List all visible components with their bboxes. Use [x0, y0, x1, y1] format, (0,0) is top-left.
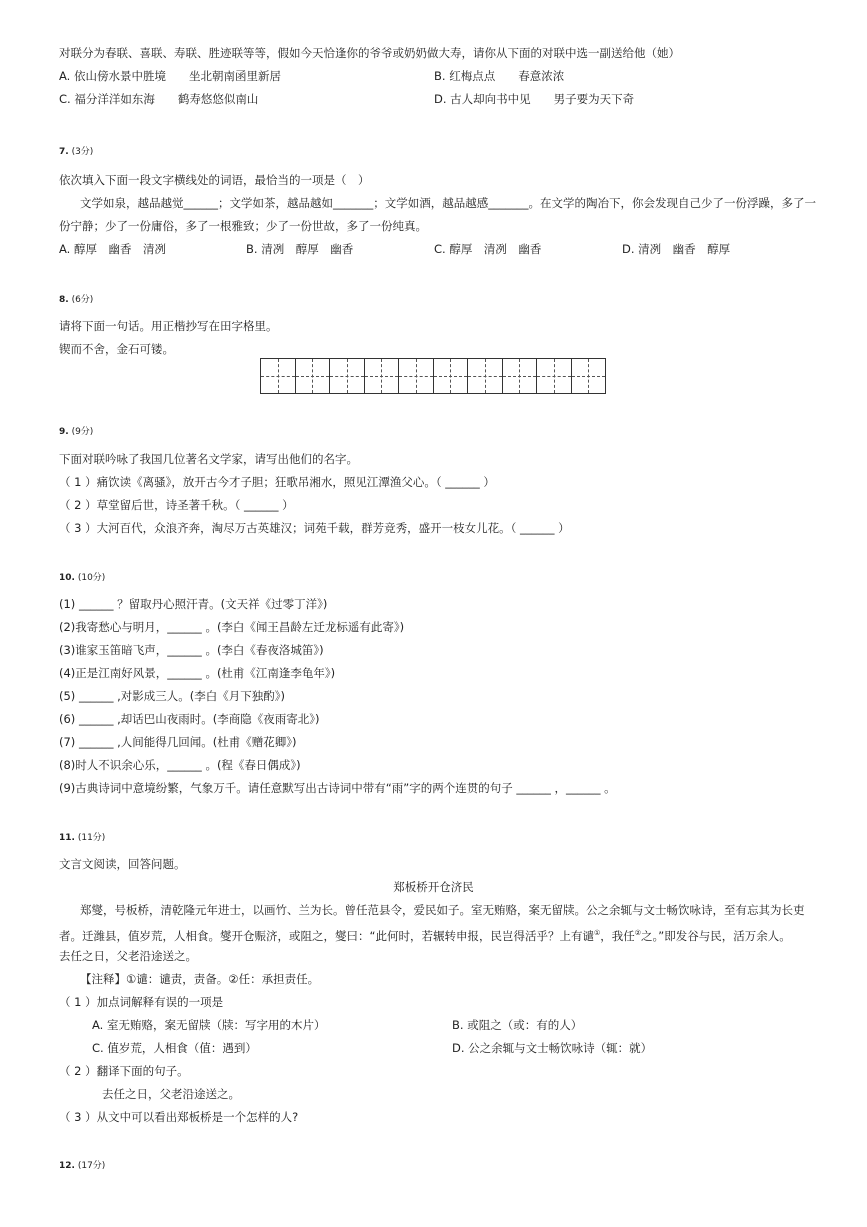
- q11-stem: 文言文阅读，回答问题。: [59, 857, 186, 871]
- q11-sub2-sentence: 去任之日，父老沿途送之。: [102, 1087, 240, 1101]
- q7-text-line2: 份宁静；少了一份庸俗，多了一根雅致；少了一份世故，多了一份纯真。: [59, 219, 427, 233]
- q6-option-a: A. 依山傍水景中胜境 坐北朝南函里新居: [59, 69, 281, 83]
- q9-item-1: （ 1 ）痛饮读《离骚》，放开古今才子胆；狂歌吊湘水，照见江潭渔父心。（ ______ ）: [59, 475, 495, 489]
- q11-sub1-option-a: A. 室无贿赂，案无留牍（牍：写字用的木片）: [92, 1018, 326, 1032]
- q7-header: [59, 146, 93, 158]
- q10-item-1: (1) ______ ？留取丹心照汗青。(文天祥《过零丁洋》): [59, 597, 328, 611]
- grid-cell[interactable]: [261, 359, 296, 393]
- q10-item-2: (2)我寄愁心与明月，______ 。(李白《闻王昌龄左迁龙标遥有此寄》): [59, 620, 405, 634]
- passage-text: 者。迁潍县，值岁荒，人相食。燮开仓赈济，或阻之，燮曰：“此何时，若辗转申报，民岂得活乎？上有谴: [59, 928, 594, 943]
- q10-item-5: (5) ______ ,对影成三人。(李白《月下独酌》): [59, 689, 285, 703]
- grid-cell[interactable]: [537, 359, 572, 393]
- q7-option-c: C. 醇厚 清冽 幽香: [434, 242, 542, 256]
- grid-cell[interactable]: [330, 359, 365, 393]
- q11-sub1: （ 1 ）加点词解释有误的一项是: [59, 995, 224, 1009]
- grid-cell[interactable]: [365, 359, 400, 393]
- q9-stem: 下面对联吟咏了我国几位著名文学家，请写出他们的名字。: [59, 452, 358, 466]
- q7-text-line1: 文学如泉，越品越觉______；文学如茶，越品越如_______；文学如酒，越品越感_______。在文学的陶冶下，你会发现自己少了一份浮躁，多了一: [80, 196, 816, 210]
- q9-item-2: （ 2 ）草堂留后世，诗圣著千秋。（ ______ ）: [59, 498, 294, 512]
- passage-para-line1: 郑燮，号板桥，清乾隆元年进士，以画竹、兰为长。曾任范县令，爱民如子。室无贿赂，案无留牍。公之余辄与文士畅饮咏诗，至有忘其为长吏: [80, 903, 805, 917]
- q8-stem: 请将下面一句话。用正楷抄写在田字格里。: [59, 319, 278, 333]
- q10-item-7: (7) ______ ,人间能得几回闻。(杜甫《赠花卿》): [59, 735, 297, 749]
- q11-sub2: （ 2 ）翻译下面的句子。: [59, 1064, 189, 1078]
- grid-cell[interactable]: [399, 359, 434, 393]
- footnote-mark-1: ①: [593, 929, 601, 937]
- q12-header: [59, 1160, 105, 1172]
- q8-number: 8.: [59, 295, 69, 305]
- q10-item-6: (6) ______ ,却话巴山夜雨时。(李商隐《夜雨寄北》): [59, 712, 320, 726]
- passage-note: 【注释】①谴：谴责，责备。②任：承担责任。: [80, 972, 320, 986]
- q11-score: (11分): [77, 833, 106, 843]
- q7-option-b: B. 清冽 醇厚 幽香: [246, 242, 354, 256]
- passage-text: ，我任: [600, 928, 635, 943]
- q10-item-8: (8)时人不识余心乐，______ 。(程《春日偶成》): [59, 758, 301, 772]
- q9-item-3: （ 3 ）大河百代，众浪齐奔，淘尽万古英雄汉；词苑千载，群芳竞秀，盛开一枝女儿花。（ ______ ）: [59, 521, 570, 535]
- tianzi-grid[interactable]: [260, 358, 606, 394]
- q8-sentence: 锲而不舍，金石可镂。: [59, 342, 174, 356]
- q9-score: (9分): [71, 427, 94, 437]
- grid-cell[interactable]: [503, 359, 538, 393]
- q6-option-c: C. 福分洋洋如东海 鹤寿悠悠似南山: [59, 92, 259, 106]
- q10-header: [59, 572, 105, 584]
- q11-sub1-option-d: D. 公之余辄与文士畅饮咏诗（辄：就）: [452, 1041, 653, 1055]
- passage-title: 郑板桥开仓济民: [393, 880, 474, 894]
- q9-number: 9.: [59, 427, 69, 437]
- q6-option-b: B. 红梅点点 春意浓浓: [434, 69, 565, 83]
- q7-stem: 依次填入下面一段文字横线处的词语，最恰当的一项是（ ）: [59, 173, 370, 187]
- q7-number: 7.: [59, 147, 69, 157]
- q9-header: [59, 426, 93, 438]
- passage-text: 之。”即发谷与民，活万余人。: [641, 928, 791, 943]
- q11-sub3: （ 3 ）从文中可以看出郑板桥是一个怎样的人?: [59, 1110, 299, 1124]
- q6-option-d: D. 古人却向书中见 男子要为天下奇: [434, 92, 635, 106]
- q10-item-4: (4)正是江南好风景，______ 。(杜甫《江南逢李龟年》): [59, 666, 336, 680]
- grid-cell[interactable]: [296, 359, 331, 393]
- q7-option-d: D. 清冽 幽香 醇厚: [622, 242, 731, 256]
- grid-cell[interactable]: [434, 359, 469, 393]
- q8-score: (6分): [71, 295, 94, 305]
- q10-item-9: (9)古典诗词中意境纷繁，气象万千。请任意默写出古诗词中带有“雨”字的两个连贯的句子 ______ ，______ 。: [59, 781, 616, 795]
- grid-cell[interactable]: [468, 359, 503, 393]
- q10-number: 10.: [59, 573, 75, 583]
- q7-option-a: A. 醇厚 幽香 清冽: [59, 242, 166, 256]
- q8-header: [59, 294, 93, 306]
- q10-score: (10分): [77, 573, 106, 583]
- q11-number: 11.: [59, 833, 75, 843]
- q12-score: (17分): [77, 1161, 106, 1171]
- q12-number: 12.: [59, 1161, 75, 1171]
- passage-para-line3: 去任之日，父老沿途送之。: [59, 949, 197, 963]
- q7-score: (3分): [71, 147, 94, 157]
- q11-sub1-option-b: B. 或阻之（或：有的人）: [452, 1018, 583, 1032]
- q11-sub1-option-c: C. 值岁荒，人相食（值：遇到）: [92, 1041, 257, 1055]
- grid-cell[interactable]: [572, 359, 606, 393]
- q11-header: [59, 832, 105, 844]
- q6-stem: 对联分为春联、喜联、寿联、胜迹联等等，假如今天恰逢你的爷爷或奶奶做大寿，请你从下面的对联中选一副送给他（她）: [59, 46, 680, 60]
- q10-item-3: (3)谁家玉笛暗飞声，______ 。(李白《春夜洛城笛》): [59, 643, 324, 657]
- passage-para-line2: [59, 925, 791, 944]
- footnote-mark-2: ②: [634, 929, 642, 937]
